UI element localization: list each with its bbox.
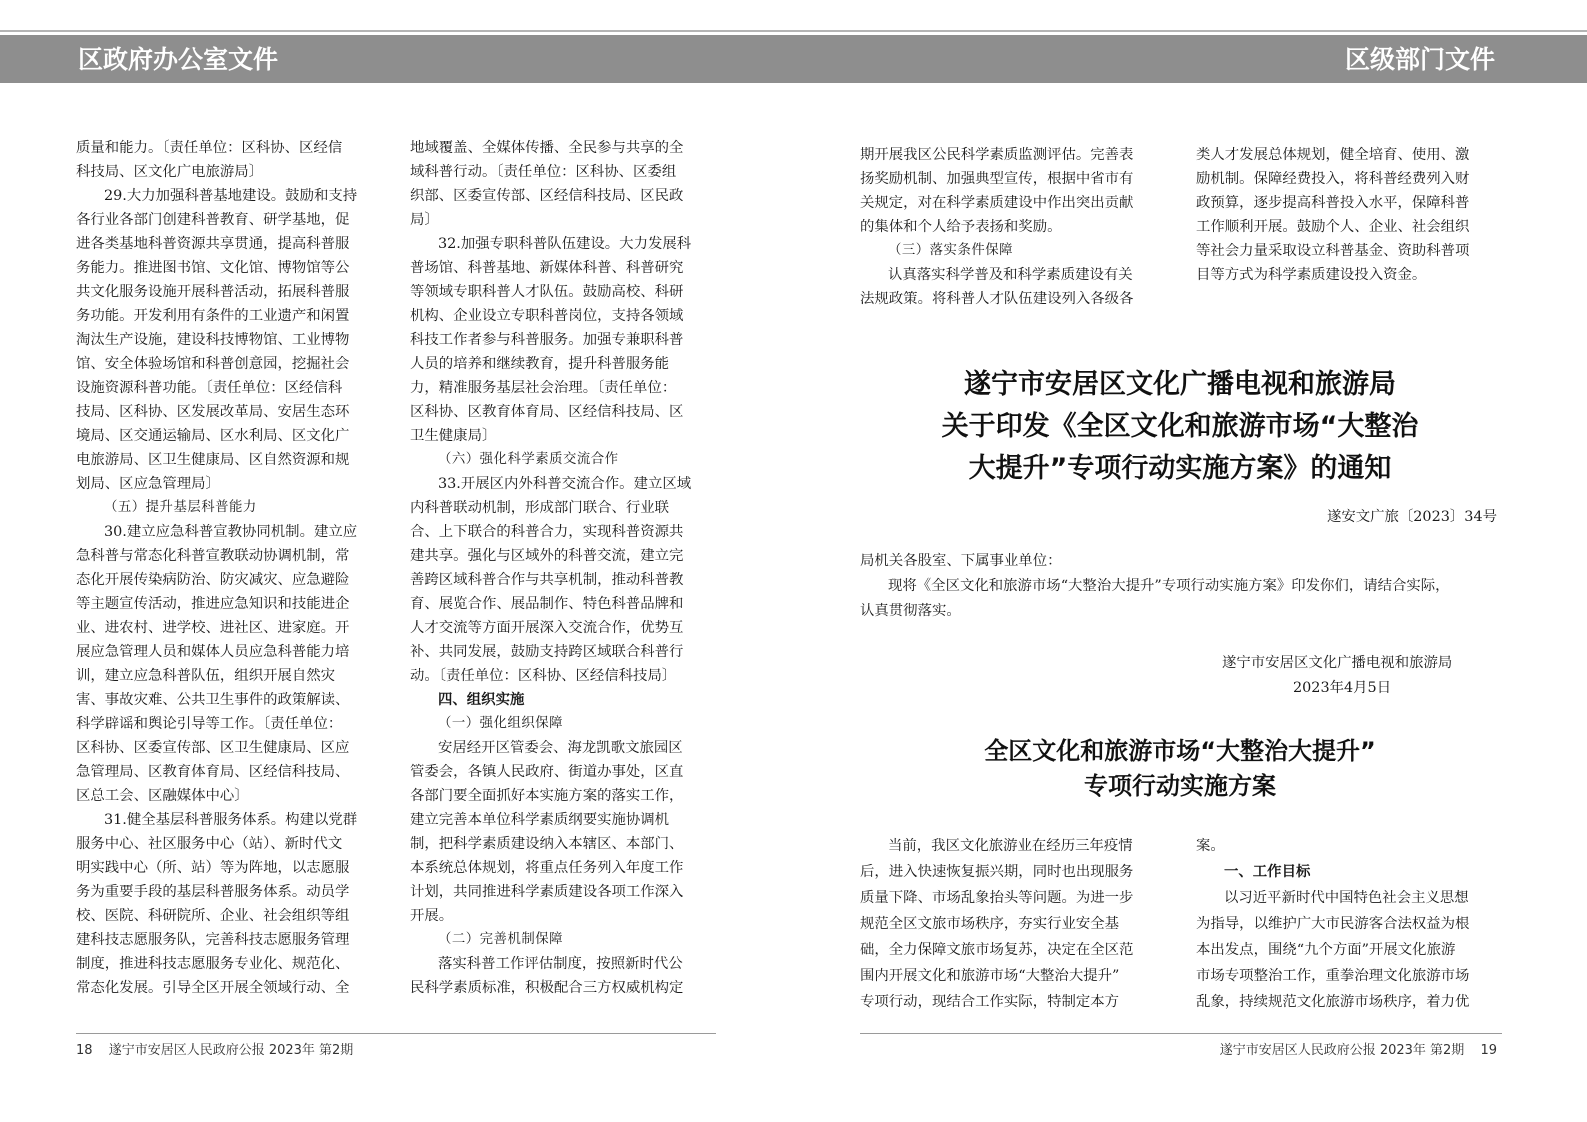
col1-line: 等主题宣传活动，推进应急知识和技能进企	[76, 596, 350, 612]
col2-line: 本系统总体规划，将重点任务列入年度工作	[410, 860, 684, 876]
col3-line: 法规政策。将科普人才队伍建设列入各级各	[860, 291, 1134, 307]
col4-line: 类人才发展总体规划，健全培育、使用、激	[1196, 147, 1470, 163]
col2-line: 补、共同发展，鼓励支持跨区域联合科普行	[410, 644, 684, 660]
col1-line: 建科技志愿服务队，完善科技志愿服务管理	[76, 932, 350, 948]
col2-line: 科技工作者参与科普服务。加强专兼职科普	[410, 332, 684, 348]
notice-title-line: 关于印发《全区文化和旅游市场“大整治	[941, 411, 1419, 442]
notice-body-line: 认真贯彻落实。	[860, 603, 961, 619]
top-rule	[0, 30, 1587, 32]
plan-col4-line: 市场专项整治工作，重拳治理文化旅游市场	[1196, 968, 1470, 984]
col2-line: 织部、区委宣传部、区经信科技局、区民政	[410, 188, 684, 204]
right-footer	[1220, 1042, 1497, 1060]
col1-line: 共文化服务设施开展科普活动，拓展科普服	[76, 284, 350, 300]
col2-line: 合、上下联合的科普合力，实现科普资源共	[410, 524, 684, 540]
col2-subheading: （一）强化组织保障	[438, 716, 564, 731]
plan-col4-line: 为指导，以维护广大市民游客合法权益为根	[1196, 916, 1470, 932]
col2-line: 人员的培养和继续教育，提升科普服务能	[410, 356, 670, 372]
col2-line: 善跨区域科普合作与共享机制，推动科普教	[410, 572, 684, 588]
col3-line: 关规定，对在科学素质建设中作出突出贡献	[860, 195, 1134, 211]
col1-line: 各行业各部门创建科普教育、研学基地，促	[76, 212, 350, 228]
right-section-title: 区级部门文件	[1344, 45, 1495, 74]
col1-line: 制度，推进科技志愿服务专业化、规范化、	[76, 956, 350, 972]
col1-line: 服务中心、社区服务中心（站）、新时代文	[76, 836, 343, 852]
col2-line: 33.开展区内外科普交流合作。建立区域	[438, 476, 692, 492]
col2-line: 开展。	[410, 908, 454, 924]
section-heading-goals: 一、工作目标	[1224, 864, 1311, 880]
plan-col4-line: 乱象，持续规范文化旅游市场秩序，着力优	[1196, 994, 1470, 1010]
col2-line: 区科协、区教育体育局、区经信科技局、区	[410, 404, 684, 420]
col1-line: 科学辟谣和舆论引导等工作。〔责任单位：	[76, 716, 343, 732]
col1-line: 明实践中心（所、站）等为阵地，以志愿服	[76, 860, 350, 876]
plan-col4-line: 案。	[1196, 838, 1225, 854]
col3-line: 期开展我区公民科学素质监测评估。完善表	[860, 147, 1134, 163]
plan-col3-line: 规范全区文旅市场秩序，夯实行业安全基	[860, 916, 1120, 932]
col4-line: 政预算，逐步提高科普投入水平，保障科普	[1196, 195, 1470, 211]
col3-line: 认真落实科学普及和科学素质建设有关	[888, 267, 1133, 283]
col3-line: 的集体和个人给予表扬和奖励。	[860, 219, 1062, 235]
col1-line: 设施资源科普功能。〔责任单位：区经信科	[76, 380, 343, 396]
col1-line: 业、进农村、进学校、进社区、进家庭。开	[76, 620, 350, 636]
col2-subheading: （六）强化科学素质交流合作	[438, 452, 619, 467]
right-footer-rule	[860, 1033, 1502, 1034]
issue-date: 2023年4月5日	[1293, 680, 1392, 696]
plan-col3-line: 专项行动，现结合工作实际，特制定本方	[860, 994, 1120, 1010]
notice-title-line: 遂宁市安居区文化广播电视和旅游局	[964, 369, 1396, 400]
col2-line: 内科普联动机制，形成部门联合、行业联	[410, 500, 670, 516]
col2-line: 地域覆盖、全媒体传播、全民参与共享的全	[410, 140, 684, 156]
left-footer	[76, 1042, 353, 1060]
col2-line: 32.加强专职科普队伍建设。大力发展科	[438, 236, 692, 252]
col1-line: 馆、安全体验场馆和科普创意园，挖掘社会	[76, 356, 350, 372]
left-journal-name: 遂宁市安居区人民政府公报 2023年 第2期	[108, 1043, 354, 1058]
col2-line: 人才交流等方面开展深入交流合作，优势互	[410, 620, 684, 636]
col2-line: 安居经开区管委会、海龙凯歌文旅园区	[438, 740, 683, 756]
col3-line: 扬奖励机制、加强典型宣传，根据中省市有	[860, 171, 1134, 187]
col1-line: 急科普与常态化科普宣教联动协调机制，常	[76, 548, 350, 564]
col2-line: 建共享。强化与区域外的科普交流，建立完	[410, 548, 684, 564]
issuer: 遂宁市安居区文化广播电视和旅游局	[1222, 655, 1453, 671]
col1-line: 急管理局、区教育体育局、区经信科技局、	[76, 764, 350, 780]
col2-line: 卫生健康局〕	[410, 428, 497, 444]
left-section-title: 区政府办公室文件	[78, 45, 279, 74]
col1-line: 务能力。推进图书馆、文化馆、博物馆等公	[76, 260, 350, 276]
plan-col3-line: 围内开展文化和旅游市场“大整治大提升”	[860, 968, 1120, 984]
document-number: 遂安文广旅〔2023〕34号	[1326, 509, 1497, 525]
col1-line: 区总工会、区融媒体中心〕	[76, 788, 249, 804]
col1-line: 务为重要手段的基层科普服务体系。动员学	[76, 884, 350, 900]
col4-line: 工作顺利开展。鼓励个人、企业、社会组织	[1196, 219, 1470, 235]
col4-line: 励机制。保障经费投入，将科普经费列入财	[1196, 171, 1470, 187]
col1-line: 校、医院、科研院所、企业、社会组织等组	[76, 908, 350, 924]
plan-col3-line: 后，进入快速恢复振兴期，同时也出现服务	[860, 864, 1134, 880]
col2-line: 机构、企业设立专职科普岗位，支持各领域	[410, 308, 684, 324]
col2-line: 育、展览合作、展品制作、特色科普品牌和	[410, 596, 684, 612]
col1-line: 质量和能力。〔责任单位：区科协、区经信	[76, 140, 343, 156]
col1-line: 30.建立应急科普宣教协同机制。建立应	[104, 524, 358, 540]
col2-line: 等领域专职科普人才队伍。鼓励高校、科研	[410, 284, 684, 300]
col2-line: 管委会，各镇人民政府、街道办事处，区直	[410, 764, 684, 780]
col1-line: 31.健全基层科普服务体系。构建以党群	[104, 812, 358, 828]
col1-line: 态化开展传染病防治、防灾减灾、应急避险	[76, 572, 350, 588]
col1-line: 科技局、区文化广电旅游局〕	[76, 164, 264, 180]
col2-line: 计划，共同推进科学素质建设各项工作深入	[410, 884, 684, 900]
notice-body-line: 现将《全区文化和旅游市场“大整治大提升”专项行动实施方案》印发你们，请结合实际，	[888, 578, 1450, 594]
col2-line: 落实科普工作评估制度，按照新时代公	[438, 956, 683, 972]
col1-line: 区科协、区委宣传部、区卫生健康局、区应	[76, 740, 350, 756]
col1-line: 进各类基地科普资源共享贯通，提高科普服	[76, 236, 350, 252]
plan-col4-line: 本出发点，围绕“九个方面”开展文化旅游	[1196, 942, 1456, 958]
left-footer-rule	[76, 1033, 716, 1034]
col2-line: 民科学素质标准，积极配合三方权威机构定	[410, 980, 684, 996]
col1-line: 务功能。开发利用有条件的工业遗产和闲置	[76, 308, 350, 324]
col2-line: 域科普行动。〔责任单位：区科协、区委组	[410, 164, 677, 180]
col1-line: 淘汰生产设施，建设科技博物馆、工业博物	[76, 332, 350, 348]
col2-subheading: （二）完善机制保障	[438, 932, 564, 947]
right-journal-name: 遂宁市安居区人民政府公报 2023年 第2期	[1219, 1043, 1465, 1058]
col2-line: 动。〔责任单位：区科协、区经信科技局〕	[410, 668, 677, 684]
plan-col3-line: 质量下降、市场乱象抬头等问题。为进一步	[860, 890, 1134, 906]
col3-subheading: （三）落实条件保障	[888, 243, 1014, 258]
col2-line: 力，精准服务基层社会治理。〔责任单位：	[410, 380, 677, 396]
col2-line: 局〕	[410, 212, 439, 228]
plan-title-line: 专项行动实施方案	[1084, 772, 1276, 800]
addressee: 局机关各股室、下属事业单位：	[860, 553, 1062, 569]
col2-line: 建立完善本单位科学素质纲要实施协调机	[410, 812, 670, 828]
plan-col4-line: 以习近平新时代中国特色社会主义思想	[1224, 890, 1469, 906]
col1-line: 常态化发展。引导全区开展全领域行动、全	[76, 980, 350, 996]
plan-col3-line: 当前，我区文化旅游业在经历三年疫情	[888, 838, 1133, 854]
plan-title-line: 全区文化和旅游市场“大整治大提升”	[984, 737, 1376, 765]
col2-line: 制，把科学素质建设纳入本辖区、本部门、	[410, 836, 684, 852]
col1-line: 害、事故灾难、公共卫生事件的政策解读、	[76, 692, 350, 708]
col1-subheading: （五）提升基层科普能力	[104, 500, 257, 515]
col4-line: 目等方式为科学素质建设投入资金。	[1196, 267, 1427, 283]
right-page-number: 19	[1480, 1043, 1497, 1058]
col2-line: 各部门要全面抓好本实施方案的落实工作，	[410, 788, 684, 804]
col1-line: 技局、区科协、区发展改革局、安居生态环	[76, 404, 350, 420]
plan-col3-line: 础，全力保障文旅市场复苏，决定在全区范	[860, 942, 1134, 958]
section-heading-organization: 四、组织实施	[438, 692, 525, 708]
col1-line: 展应急管理人员和媒体人员应急科普能力培	[76, 644, 350, 660]
col1-line: 划局、区应急管理局〕	[76, 476, 220, 492]
col1-line: 29.大力加强科普基地建设。鼓励和支持	[104, 188, 358, 204]
col1-line: 训，建立应急科普队伍，组织开展自然灾	[76, 668, 336, 684]
left-page-number: 18	[76, 1043, 93, 1058]
notice-title-line: 大提升”专项行动实施方案》的通知	[968, 453, 1392, 484]
col1-line: 境局、区交通运输局、区水利局、区文化广	[76, 428, 350, 444]
col2-line: 普场馆、科普基地、新媒体科普、科普研究	[410, 260, 684, 276]
col4-line: 等社会力量采取设立科普基金、资助科普项	[1196, 243, 1470, 259]
col1-line: 电旅游局、区卫生健康局、区自然资源和规	[76, 452, 350, 468]
